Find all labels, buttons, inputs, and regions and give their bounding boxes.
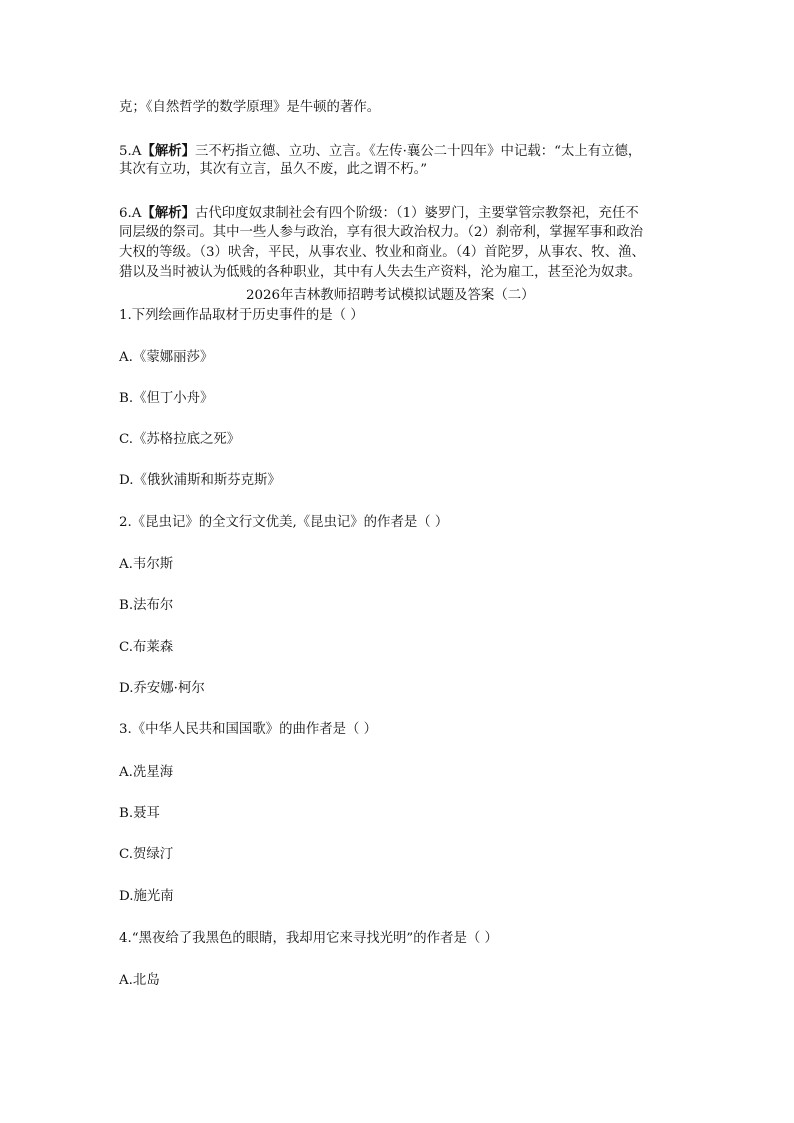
question-3-option-a: A.冼星海 — [119, 765, 174, 780]
question-2-option-c: C.布莱森 — [119, 640, 174, 655]
explanation-6-line-2: 同层级的祭司。其中一些人参与政治，享有很大政治权力。（2）刹帝利，掌握军事和政治 — [119, 225, 644, 240]
section-title: 2026年吉林教师招聘考试模拟试题及答案（二） — [246, 288, 535, 303]
explanation-6-line-4: 猎以及当时被认为低贱的各种职业，其中有人失去生产资料，沦为雇工，甚至沦为奴隶。 — [119, 265, 642, 280]
intro-text: 克；《自然哲学的数学原理》是牛顿的著作。 — [119, 100, 381, 115]
question-2-option-b: B.法布尔 — [119, 598, 174, 613]
question-3-stem: 3.《中华人民共和国国歌》的曲作者是（ ） — [119, 722, 378, 737]
question-1-stem: 1.下列绘画作品取材于历史事件的是（ ） — [119, 308, 364, 323]
question-2-option-a: A.韦尔斯 — [119, 557, 174, 572]
question-1-option-d: D.《俄狄浦斯和斯芬克斯》 — [119, 473, 281, 488]
question-2-option-d: D.乔安娜·柯尔 — [119, 681, 205, 696]
question-2-stem: 2.《昆虫记》的全文行文优美,《昆虫记》的作者是（ ） — [119, 515, 449, 530]
explanation-6-text-1: 古代印度奴隶制社会有四个阶级：（1）婆罗门，主要掌管宗教祭祀，充任不 — [195, 206, 639, 221]
question-1-option-b: B.《但丁小舟》 — [119, 391, 214, 406]
question-3-option-c: C.贺绿汀 — [119, 847, 174, 862]
explanation-6-line-3: 大权的等级。（3）吠舍，平民，从事农业、牧业和商业。（4）首陀罗，从事农、牧、渔、 — [119, 245, 645, 260]
explanation-5-prefix: 5.A — [119, 144, 142, 159]
question-3-option-b: B.聂耳 — [119, 806, 160, 821]
explanation-5-text-1: 三不朽指立德、立功、立言。《左传·襄公二十四年》中记载：“太上有立德， — [195, 144, 642, 159]
explanation-5-line-2: 其次有立功，其次有立言，虽久不废，此之谓不朽。” — [119, 162, 428, 177]
question-4-stem: 4.“黑夜给了我黑色的眼睛，我却用它来寻找光明”的作者是（ ） — [119, 931, 498, 946]
explanation-6-prefix: 6.A — [119, 206, 142, 221]
question-1-option-a: A.《蒙娜丽莎》 — [119, 350, 214, 365]
explanation-6-tag: 【解析】 — [141, 205, 196, 221]
explanation-5-tag: 【解析】 — [141, 143, 196, 159]
explanation-6-line-1 — [119, 204, 639, 223]
explanation-5-line-1 — [119, 142, 641, 161]
question-4-option-a: A.北岛 — [119, 973, 160, 988]
question-1-option-c: C.《苏格拉底之死》 — [119, 432, 241, 447]
question-3-option-d: D.施光南 — [119, 889, 174, 904]
